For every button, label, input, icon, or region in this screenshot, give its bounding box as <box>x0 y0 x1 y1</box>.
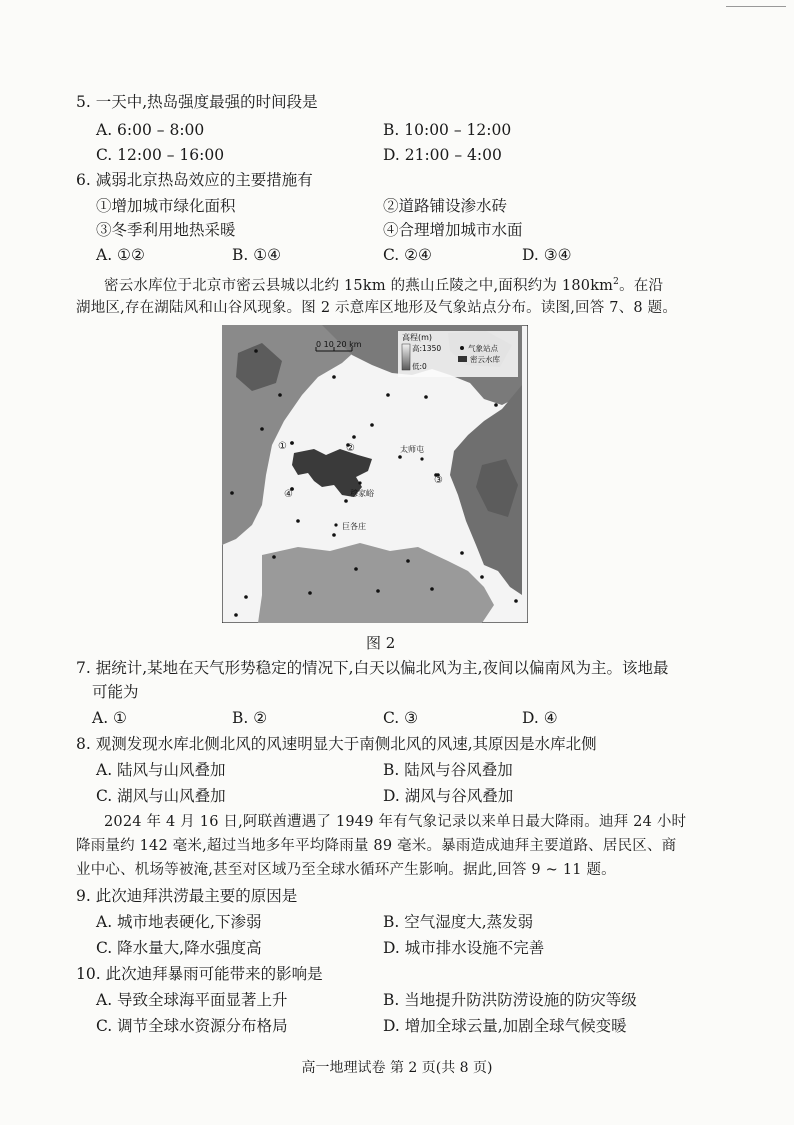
station-dot <box>332 375 336 379</box>
jugezhuang-dot <box>334 523 337 526</box>
passage2-line2: 降雨量约 142 毫米,超过当地多年平均降雨量 89 毫米。暴雨造成迪拜主要道路、居民区、商 <box>76 838 677 854</box>
figure-caption: 图 2 <box>366 634 396 652</box>
legend-elevation-bar <box>402 344 410 370</box>
station-dot <box>230 491 234 495</box>
station-dot <box>370 423 374 427</box>
legend-station-icon <box>460 346 464 350</box>
station-dot <box>296 519 300 523</box>
q7-option-d: D. ④ <box>522 709 558 727</box>
station-dot <box>460 551 464 555</box>
q10-option-c: C. 调节全球水资源分布格局 <box>96 1017 288 1035</box>
place-jugezhuang: 巨各庄 <box>342 522 366 531</box>
page-footer: 高一地理试卷 第 2 页(共 8 页) <box>301 1060 493 1076</box>
station-dot <box>332 533 336 537</box>
legend-elevation-high: 高:1350 <box>412 344 442 353</box>
passage2-line3: 业中心、机场等被淹,甚至对区域乃至全球水循环产生影响。据此,回答 9 ~ 11 题。 <box>76 862 616 878</box>
terrain-map-figure <box>222 325 528 623</box>
station-1-dot <box>290 441 294 445</box>
legend-reservoir-swatch <box>458 356 467 362</box>
q8-option-c: C. 湖风与山风叠加 <box>96 787 226 805</box>
scan-edge-mark <box>726 6 786 12</box>
station-dot <box>352 435 356 439</box>
q6-option-c: C. ②④ <box>383 246 432 264</box>
q5-option-a: A. 6:00 – 8:00 <box>96 121 205 139</box>
station-marker-2: ② <box>346 443 355 454</box>
station-dot <box>308 591 312 595</box>
q5-stem: 5. 一天中,热岛强度最强的时间段是 <box>76 93 318 111</box>
q5-option-b: B. 10:00 – 12:00 <box>383 121 512 139</box>
q8-stem: 8. 观测发现水库北侧北风的风速明显大于南侧北风的风速,其原因是水库北侧 <box>76 735 597 753</box>
place-mujialing: 穆家峪 <box>350 489 374 498</box>
q7-option-c: C. ③ <box>383 709 419 727</box>
scale-label: 0 10 20 km <box>316 340 362 349</box>
q9-option-c: C. 降水量大,降水强度高 <box>96 939 262 957</box>
q7-stem-line1: 7. 据统计,某地在天气形势稳定的情况下,白天以偏北风为主,夜间以偏南风为主。该地最 <box>76 659 669 677</box>
q6-option-d: D. ③④ <box>522 246 572 264</box>
legend-elevation-low: 低:0 <box>412 362 427 371</box>
station-dot <box>354 567 358 571</box>
map-legend <box>398 331 518 377</box>
station-dot <box>244 595 248 599</box>
q9-option-b: B. 空气湿度大,蒸发弱 <box>383 913 534 931</box>
q9-stem: 9. 此次迪拜洪涝最主要的原因是 <box>76 887 298 905</box>
legend-station-label: 气象站点 <box>468 344 498 353</box>
station-dot <box>480 575 484 579</box>
q10-stem: 10. 此次迪拜暴雨可能带来的影响是 <box>76 965 323 983</box>
station-marker-4: ④ <box>284 489 293 500</box>
station-marker-3: ③ <box>434 475 443 486</box>
q6-item-3: ③冬季利用地热采暖 <box>96 221 236 239</box>
station-dot <box>234 613 238 617</box>
q6-stem: 6. 减弱北京热岛效应的主要措施有 <box>76 171 313 189</box>
q6-item-4: ④合理增加城市水面 <box>383 221 523 239</box>
legend-reservoir-label: 密云水库 <box>470 355 500 364</box>
place-taishitun: 太师屯 <box>400 445 424 454</box>
station-dot <box>424 395 428 399</box>
q8-option-a: A. 陆风与山风叠加 <box>96 761 226 779</box>
q7-stem-line2: 可能为 <box>92 683 139 701</box>
taishitun-dot <box>420 457 423 460</box>
q10-option-a: A. 导致全球海平面显著上升 <box>96 991 288 1009</box>
q10-option-b: B. 当地提升防洪防涝设施的防灾等级 <box>383 991 637 1009</box>
q6-option-a: A. ①② <box>96 246 145 264</box>
q9-option-d: D. 城市排水设施不完善 <box>383 939 545 957</box>
q6-option-b: B. ①④ <box>232 246 282 264</box>
station-dot <box>272 555 276 559</box>
q7-option-a: A. ① <box>92 709 127 727</box>
q8-option-d: D. 湖风与谷风叠加 <box>383 787 514 805</box>
station-dot <box>254 349 258 353</box>
station-dot <box>278 393 282 397</box>
q6-item-1: ①增加城市绿化面积 <box>96 197 236 215</box>
q9-option-a: A. 城市地表硬化,下渗弱 <box>96 913 262 931</box>
station-dot <box>406 559 410 563</box>
q6-item-2: ②道路铺设渗水砖 <box>383 197 508 215</box>
q5-option-d: D. 21:00 – 4:00 <box>383 146 502 164</box>
passage1-line1: 密云水库位于北京市密云县城以北约 15km 的燕山丘陵之中,面积约为 $180km^2$。在沿 <box>104 277 664 294</box>
station-marker-1: ① <box>278 441 287 452</box>
station-dot <box>386 393 390 397</box>
passage1-line2: 湖地区,存在湖陆风和山谷风现象。图 2 示意库区地形及气象站点分布。读图,回答 7、8 题。 <box>76 300 678 316</box>
q5-option-c: C. 12:00 – 16:00 <box>96 146 225 164</box>
station-dot <box>376 589 380 593</box>
passage2-line1: 2024 年 4 月 16 日,阿联酋遭遇了 1949 年有气象记录以来单日最大降雨。迪拜 24 小时 <box>104 814 687 830</box>
legend-elevation-title: 高程(m) <box>402 333 433 342</box>
mujialing-dot <box>358 481 361 484</box>
q8-option-b: B. 陆风与谷风叠加 <box>383 761 513 779</box>
station-dot <box>260 427 264 431</box>
q7-option-b: B. ② <box>232 709 268 727</box>
q10-option-d: D. 增加全球云量,加剧全球气候变暖 <box>383 1017 627 1035</box>
station-dot <box>398 455 402 459</box>
station-dot <box>344 499 348 503</box>
station-dot <box>430 587 434 591</box>
station-dot <box>514 599 518 603</box>
station-dot <box>494 403 498 407</box>
